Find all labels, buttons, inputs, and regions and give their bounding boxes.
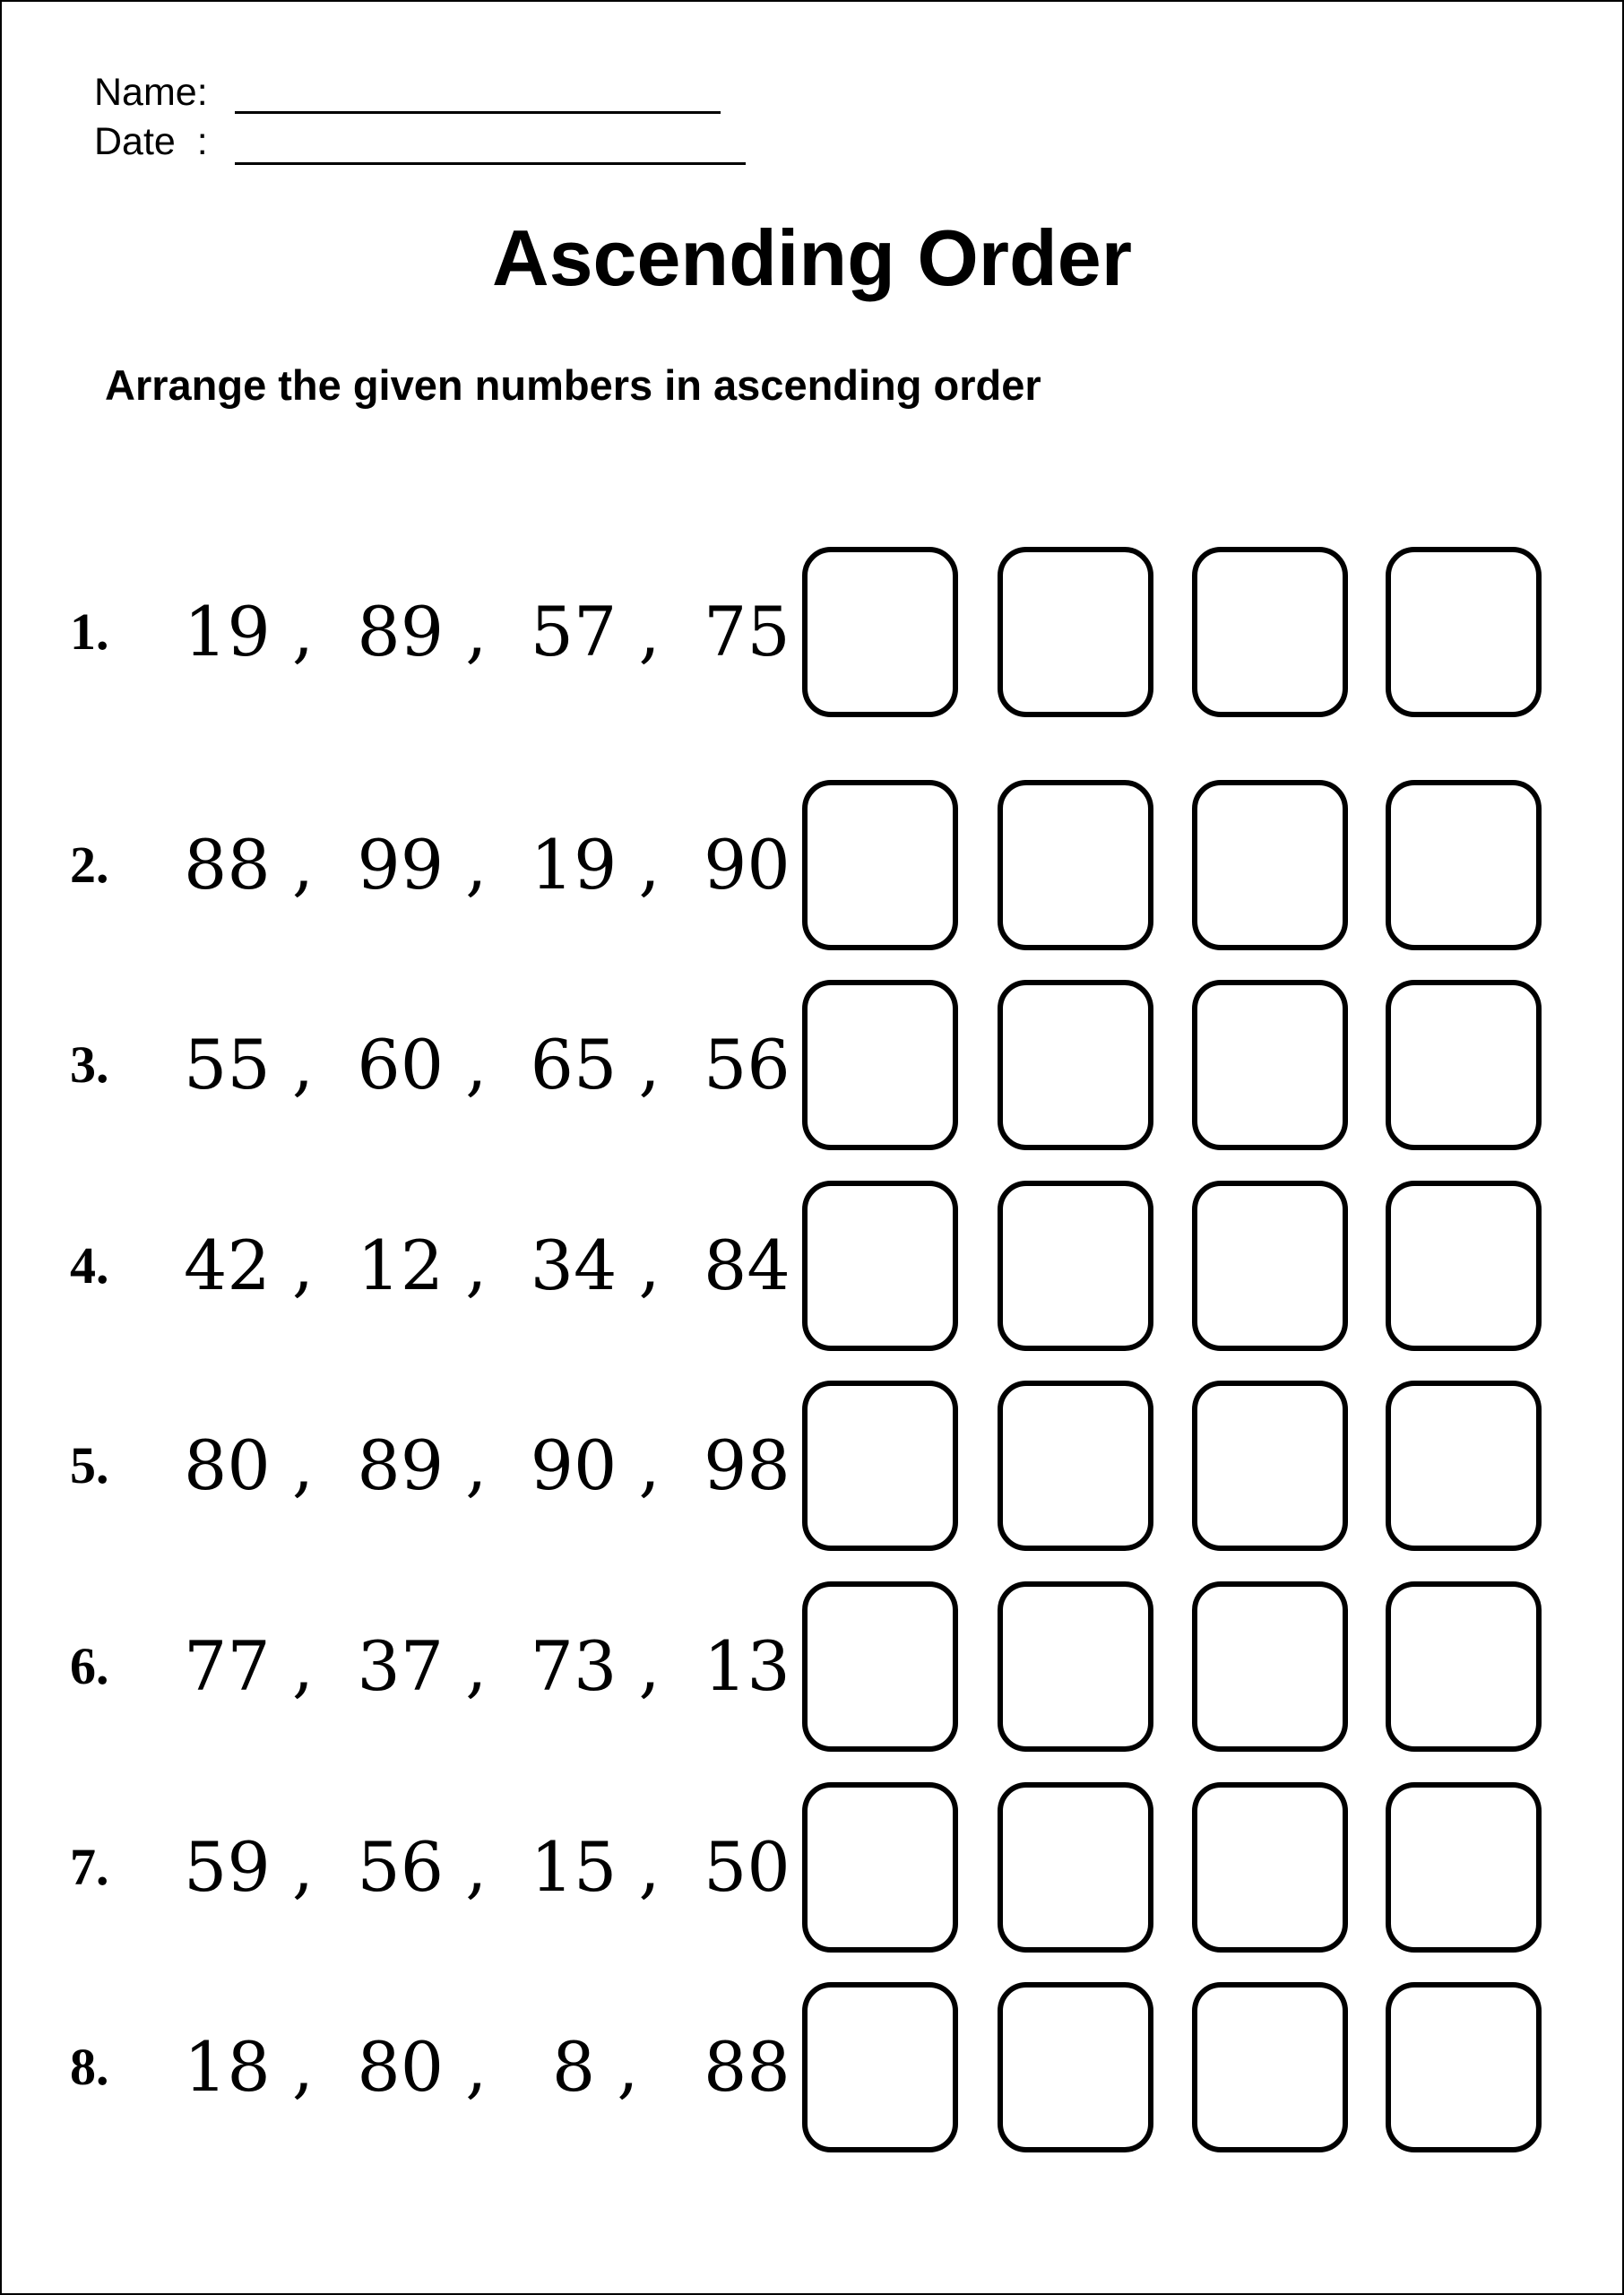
answer-box-1[interactable] [802, 1181, 958, 1351]
answer-box-3[interactable] [1192, 1581, 1348, 1752]
answer-box-3[interactable] [1192, 1782, 1348, 1953]
answer-box-2[interactable] [998, 980, 1153, 1150]
date-field[interactable] [235, 162, 746, 165]
problem-row-5 [0, 1376, 1624, 1555]
number-set: 55 , 60 , 65 , 56 [184, 1025, 790, 1104]
answer-box-1[interactable] [802, 780, 958, 950]
name-label: Name: [94, 71, 208, 114]
answer-box-1[interactable] [802, 1982, 958, 2152]
answer-box-2[interactable] [998, 1181, 1153, 1351]
name-field[interactable] [235, 111, 721, 114]
answer-box-4[interactable] [1386, 1181, 1542, 1351]
answer-box-3[interactable] [1192, 1381, 1348, 1551]
answer-box-2[interactable] [998, 547, 1153, 717]
date-label: Date : [94, 120, 208, 163]
answer-box-2[interactable] [998, 1782, 1153, 1953]
answer-box-1[interactable] [802, 1782, 958, 1953]
answer-box-4[interactable] [1386, 1782, 1542, 1953]
answer-box-3[interactable] [1192, 780, 1348, 950]
problem-number: 6. [70, 1637, 109, 1695]
instruction-text: Arrange the given numbers in ascending order [105, 361, 1041, 409]
problem-number: 3. [70, 1035, 109, 1094]
answer-box-4[interactable] [1386, 1581, 1542, 1752]
answer-box-3[interactable] [1192, 547, 1348, 717]
answer-box-3[interactable] [1192, 1982, 1348, 2152]
problem-number: 8. [70, 2038, 109, 2096]
problem-row-4 [0, 1176, 1624, 1355]
problem-row-3 [0, 975, 1624, 1155]
problem-row-6 [0, 1577, 1624, 1756]
problem-number: 4. [70, 1236, 109, 1295]
page-title: Ascending Order [492, 213, 1132, 302]
problem-number: 1. [70, 602, 109, 661]
answer-box-1[interactable] [802, 980, 958, 1150]
answer-box-1[interactable] [802, 1581, 958, 1752]
answer-box-4[interactable] [1386, 780, 1542, 950]
problem-row-8 [0, 1978, 1624, 2157]
problem-row-7 [0, 1778, 1624, 1957]
answer-box-4[interactable] [1386, 980, 1542, 1150]
answer-box-4[interactable] [1386, 547, 1542, 717]
answer-box-2[interactable] [998, 1581, 1153, 1752]
answer-box-3[interactable] [1192, 1181, 1348, 1351]
answer-box-1[interactable] [802, 1381, 958, 1551]
number-set: 59 , 56 , 15 , 50 [184, 1827, 790, 1907]
number-set: 42 , 12 , 34 , 84 [184, 1225, 790, 1305]
answer-box-4[interactable] [1386, 1982, 1542, 2152]
number-set: 18 , 80 , 8 , 88 [184, 2027, 790, 2107]
answer-box-2[interactable] [998, 1982, 1153, 2152]
number-set: 88 , 99 , 19 , 90 [184, 825, 790, 905]
number-set: 77 , 37 , 73 , 13 [184, 1626, 790, 1706]
problem-number: 5. [70, 1436, 109, 1494]
problem-row-1 [0, 542, 1624, 722]
answer-box-4[interactable] [1386, 1381, 1542, 1551]
problem-row-2 [0, 775, 1624, 955]
problem-number: 2. [70, 836, 109, 894]
answer-box-2[interactable] [998, 780, 1153, 950]
answer-box-2[interactable] [998, 1381, 1153, 1551]
problem-number: 7. [70, 1838, 109, 1896]
answer-box-3[interactable] [1192, 980, 1348, 1150]
number-set: 80 , 89 , 90 , 98 [184, 1425, 790, 1505]
answer-box-1[interactable] [802, 547, 958, 717]
number-set: 19 , 89 , 57 , 75 [184, 592, 790, 671]
